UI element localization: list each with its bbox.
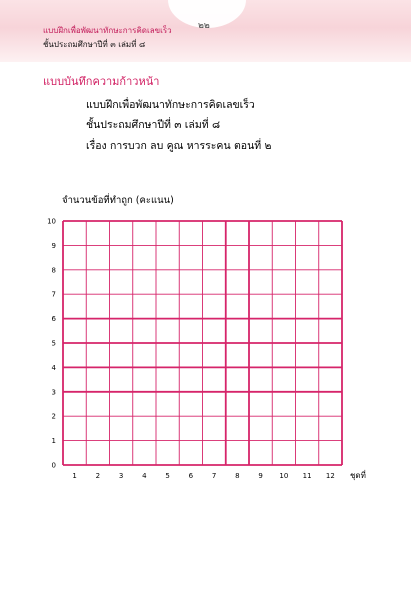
x-tick-label: 7 — [211, 472, 217, 480]
y-tick-label: 3 — [51, 388, 56, 397]
info-line-grade: ชั้นประถมศึกษาปีที่ ๓ เล่มที่ ๘ — [86, 119, 221, 131]
page-number: ๒๒ — [198, 21, 210, 31]
x-tick-label: 4 — [142, 472, 147, 480]
x-tick-label: 3 — [118, 472, 124, 480]
section-title: แบบบันทึกความก้าวหน้า — [43, 75, 160, 88]
x-tick-label: 9 — [258, 472, 263, 480]
y-axis-label: จำนวนข้อที่ทำถูก (คะแนน) — [62, 195, 174, 206]
x-tick-label: 12 — [325, 472, 335, 480]
header-title: แบบฝึกเพื่อพัฒนาทักษะการคิดเลขเร็ว — [43, 26, 172, 35]
x-tick-label: 10 — [279, 472, 289, 480]
y-tick-label: 9 — [51, 241, 56, 250]
y-tick-label: 5 — [51, 339, 56, 348]
x-tick-label: 6 — [188, 472, 194, 480]
y-tick-label: 2 — [51, 412, 56, 421]
x-tick-label: 1 — [72, 472, 77, 480]
y-tick-label: 10 — [47, 217, 56, 226]
x-tick-label: 8 — [235, 472, 240, 480]
y-tick-label: 0 — [51, 461, 56, 470]
y-tick-label: 1 — [51, 437, 56, 446]
info-line-topic: เรื่อง การบวก ลบ คูณ หารระคน ตอนที่ ๒ — [86, 140, 272, 152]
y-tick-label: 7 — [51, 290, 56, 299]
x-tick-label: 11 — [302, 472, 312, 480]
x-tick-label: 5 — [165, 472, 170, 480]
info-line-exercise: แบบฝึกเพื่อพัฒนาทักษะการคิดเลขเร็ว — [86, 99, 255, 111]
y-tick-label: 6 — [51, 315, 56, 324]
y-tick-label: 4 — [51, 363, 56, 372]
y-tick-label: 8 — [51, 266, 56, 275]
x-axis-label: ชุดที่ — [350, 471, 366, 480]
x-tick-label: 2 — [95, 472, 101, 480]
header-subtitle: ชั้นประถมศึกษาปีที่ ๓ เล่มที่ ๘ — [43, 40, 146, 49]
